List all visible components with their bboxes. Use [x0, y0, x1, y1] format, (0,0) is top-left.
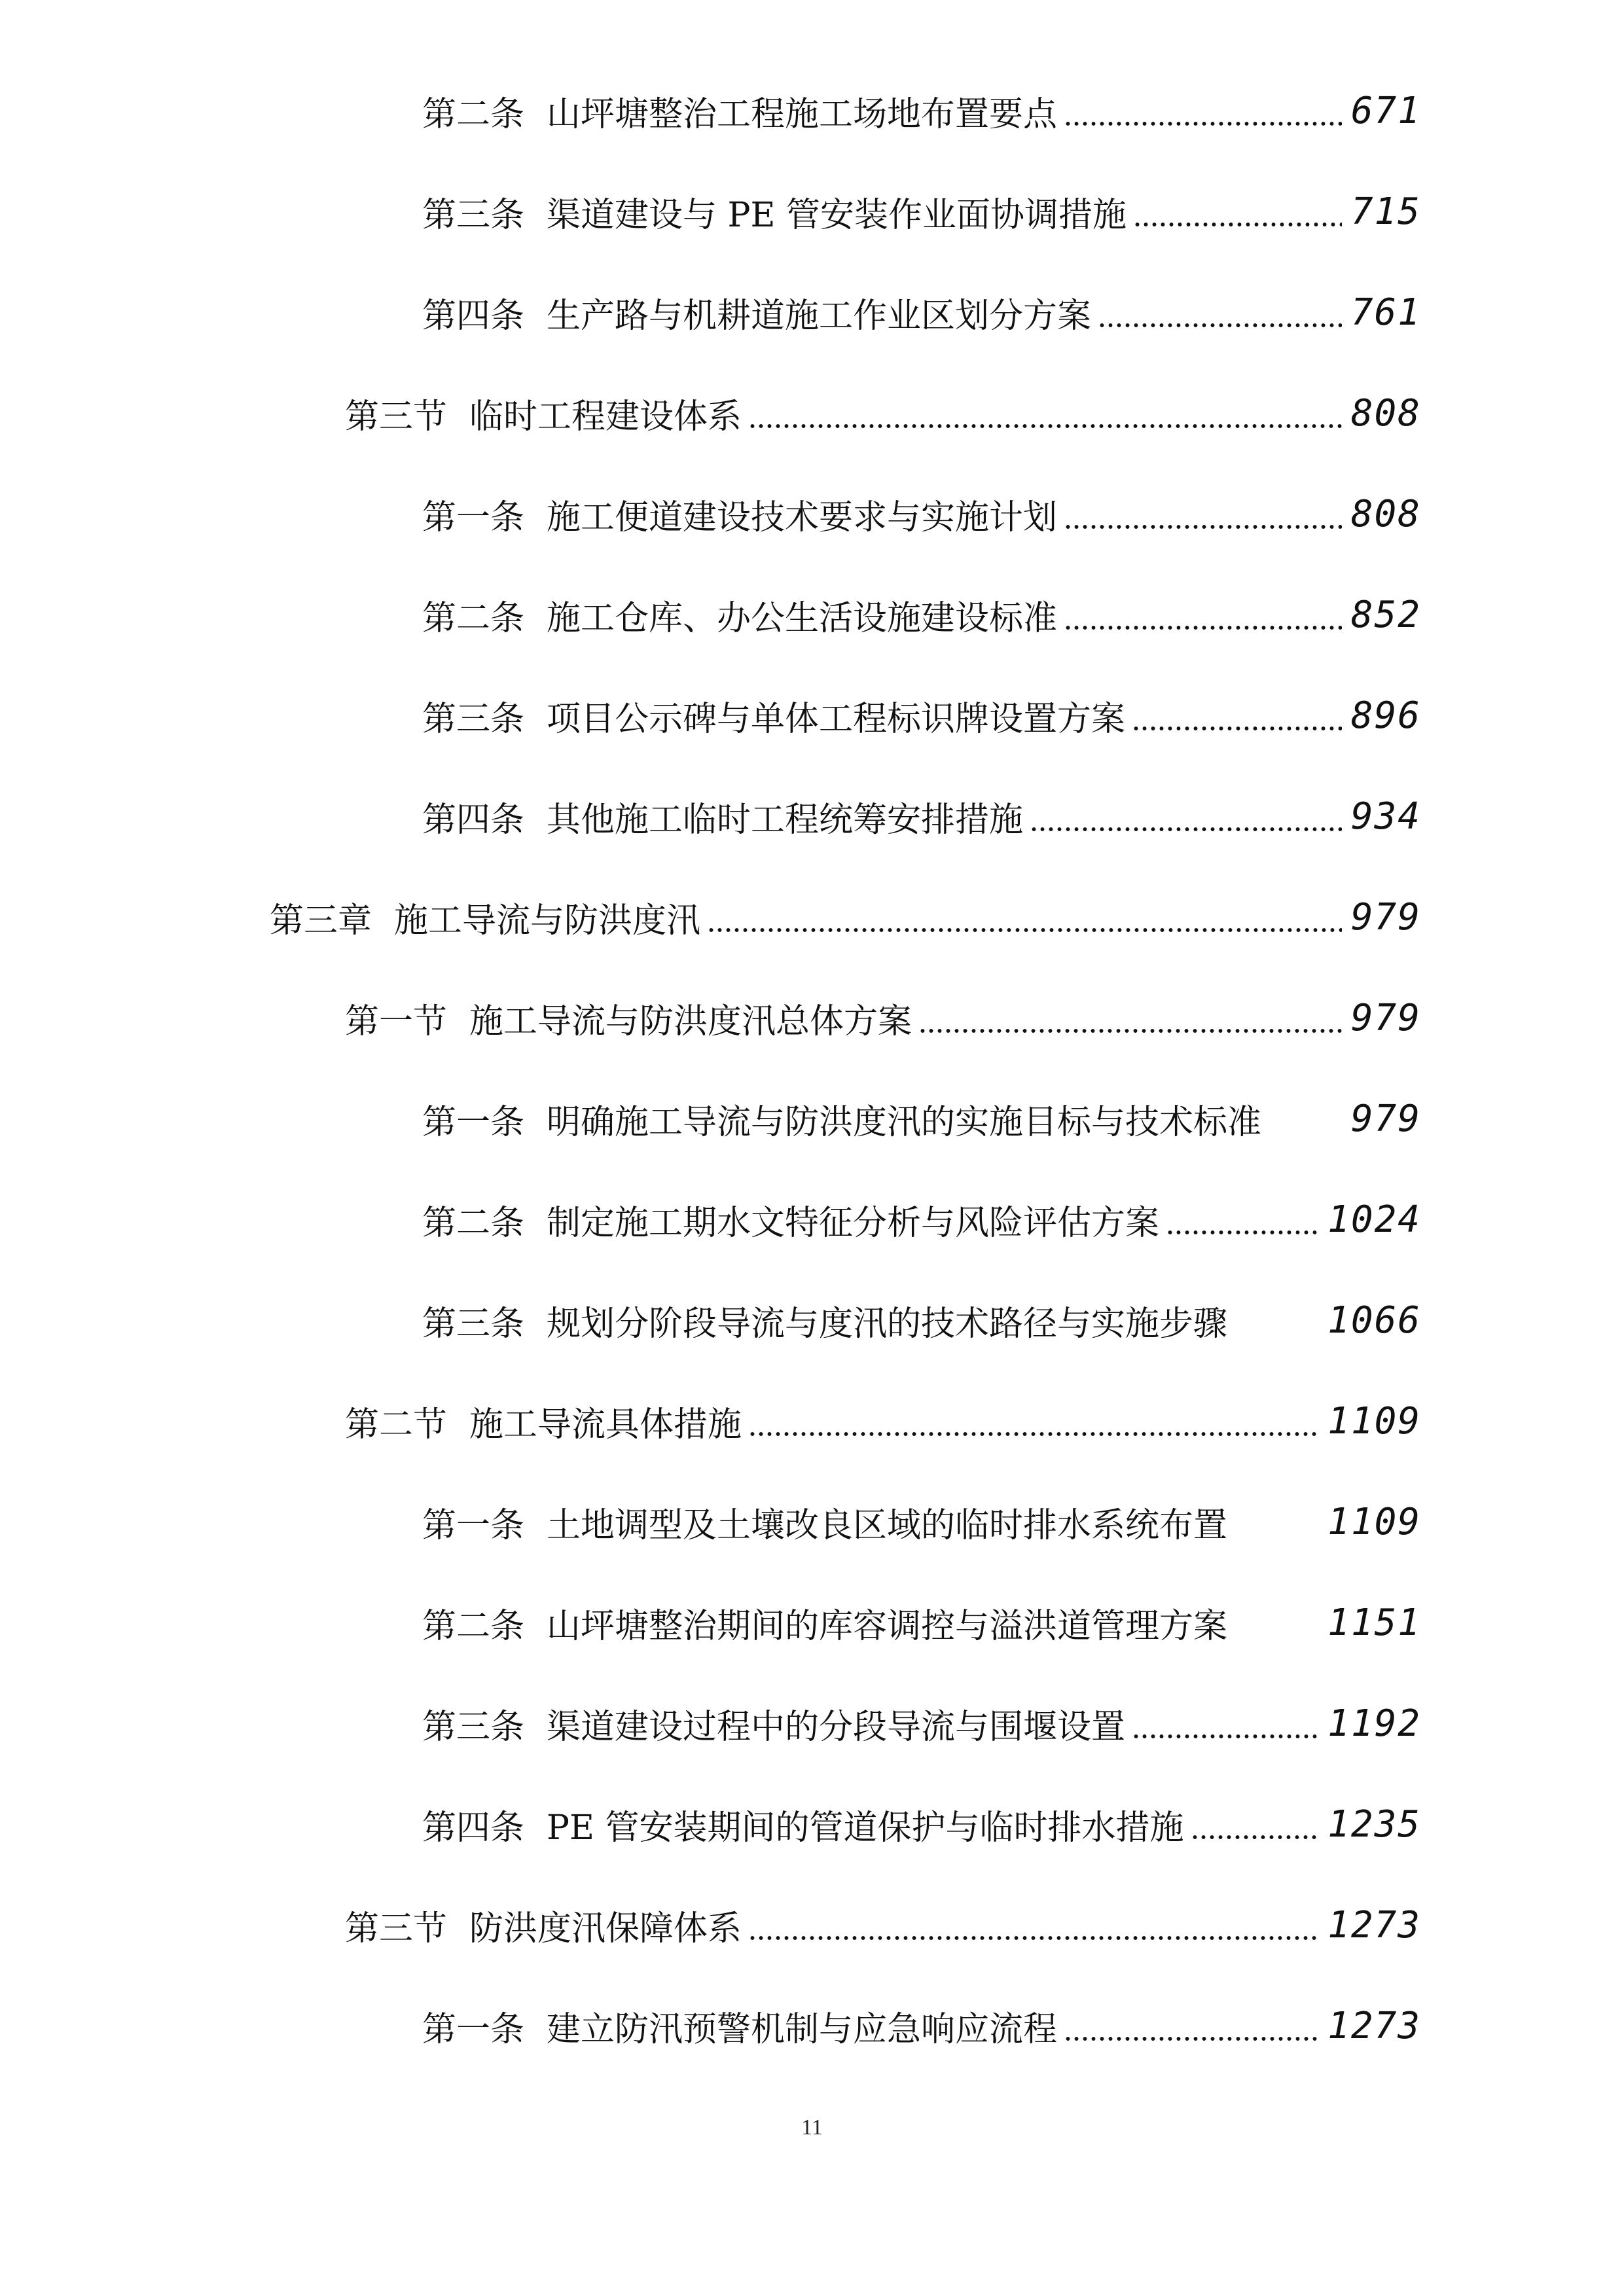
dot-leader	[1064, 2034, 1318, 2043]
toc-entry-label: 第二节	[345, 1405, 448, 1444]
toc-entry-page-number: 808	[1350, 492, 1421, 535]
toc-entry-label: 第二条	[422, 598, 525, 638]
toc-entry-label: 第三章	[270, 901, 372, 941]
toc-entry-page-number: 1024	[1327, 1198, 1421, 1241]
toc-entry[interactable]	[0, 1471, 1624, 1572]
toc-entry-title: 防洪度汛保障体系	[469, 1909, 742, 1948]
toc-entry[interactable]	[0, 564, 1624, 665]
toc-entry-page-number: 1273	[1327, 1903, 1421, 1946]
dot-leader	[1132, 1732, 1318, 1741]
toc-entry-page-number: 1109	[1327, 1500, 1421, 1543]
toc-entry-label: 第二条	[422, 1606, 525, 1646]
toc-entry[interactable]	[0, 1673, 1624, 1774]
toc-entry-label: 第四条	[422, 800, 525, 840]
dot-leader	[1132, 724, 1342, 733]
dot-leader	[1133, 220, 1342, 229]
toc-entry-page-number: 671	[1350, 89, 1421, 132]
toc-entry[interactable]	[0, 1572, 1624, 1673]
toc-entry[interactable]	[0, 463, 1624, 564]
table-of-contents	[0, 60, 1624, 2076]
toc-entry-page-number: 1066	[1327, 1299, 1421, 1342]
toc-entry-label: 第一条	[422, 1102, 525, 1142]
toc-entry-label: 第二条	[422, 1203, 525, 1243]
toc-entry-title: 明确施工导流与防洪度汛的实施目标与技术标准	[547, 1102, 1262, 1142]
toc-entry-label: 第四条	[422, 296, 525, 336]
toc-entry-title: PE 管安装期间的管道保护与临时排水措施	[547, 1808, 1184, 1848]
toc-entry[interactable]	[0, 766, 1624, 867]
dot-leader	[918, 1026, 1342, 1035]
toc-entry-page-number: 896	[1350, 694, 1421, 737]
dot-leader	[1064, 522, 1342, 531]
toc-entry-label: 第三节	[345, 397, 448, 437]
page-number: 11	[801, 2115, 823, 2140]
toc-entry-label: 第三条	[422, 699, 525, 739]
toc-entry-page-number: 761	[1350, 291, 1421, 334]
toc-entry-title: 规划分阶段导流与度汛的技术路径与实施步骤	[547, 1304, 1228, 1344]
toc-entry-title: 生产路与机耕道施工作业区划分方案	[547, 296, 1092, 336]
toc-entry-page-number: 934	[1350, 795, 1421, 838]
toc-entry[interactable]	[0, 1975, 1624, 2076]
toc-entry-title: 临时工程建设体系	[469, 397, 742, 437]
toc-entry-page-number: 1109	[1327, 1399, 1421, 1443]
toc-entry-title: 施工便道建设技术要求与实施计划	[547, 497, 1058, 537]
toc-entry-title: 渠道建设过程中的分段导流与围堰设置	[547, 1707, 1126, 1747]
toc-entry[interactable]	[0, 1774, 1624, 1874]
toc-entry[interactable]	[0, 665, 1624, 766]
toc-entry-title: 山坪塘整治期间的库容调控与溢洪道管理方案	[547, 1606, 1228, 1646]
toc-entry-label: 第一条	[422, 497, 525, 537]
toc-entry-page-number: 979	[1350, 1097, 1421, 1140]
dot-leader	[1166, 1228, 1318, 1237]
dot-leader	[748, 1933, 1318, 1943]
toc-entry[interactable]	[0, 967, 1624, 1068]
toc-entry-page-number: 808	[1350, 391, 1421, 435]
toc-entry-page-number: 1151	[1327, 1601, 1421, 1644]
toc-entry-label: 第一条	[422, 2009, 525, 2049]
dot-leader	[1064, 119, 1342, 128]
toc-entry-label: 第一条	[422, 1505, 525, 1545]
dot-leader	[707, 925, 1342, 935]
toc-entry[interactable]	[0, 1169, 1624, 1270]
toc-entry[interactable]	[0, 262, 1624, 363]
toc-entry-label: 第二条	[422, 94, 525, 134]
toc-entry-label: 第四条	[422, 1808, 525, 1848]
dot-leader	[1098, 321, 1342, 330]
toc-entry[interactable]	[0, 363, 1624, 463]
toc-entry-title: 制定施工期水文特征分析与风险评估方案	[547, 1203, 1160, 1243]
dot-leader	[1030, 825, 1342, 834]
toc-entry-title: 渠道建设与 PE 管安装作业面协调措施	[547, 195, 1127, 235]
toc-entry[interactable]	[0, 161, 1624, 262]
toc-entry-label: 第一节	[345, 1001, 448, 1041]
dot-leader	[1064, 623, 1342, 632]
dot-leader	[1191, 1833, 1319, 1842]
toc-entry-page-number: 1273	[1327, 2004, 1421, 2047]
toc-entry[interactable]	[0, 1068, 1624, 1169]
toc-entry-title: 施工导流与防洪度汛	[394, 901, 701, 941]
toc-entry-title: 施工导流与防洪度汛总体方案	[469, 1001, 912, 1041]
toc-entry[interactable]	[0, 867, 1624, 967]
dot-leader	[748, 1429, 1318, 1439]
toc-entry-label: 第三条	[422, 1304, 525, 1344]
toc-entry-page-number: 1235	[1327, 1803, 1421, 1846]
toc-entry-title: 其他施工临时工程统筹安排措施	[547, 800, 1024, 840]
toc-entry[interactable]	[0, 1371, 1624, 1471]
toc-entry[interactable]	[0, 1874, 1624, 1975]
toc-entry[interactable]	[0, 60, 1624, 161]
toc-entry-page-number: 979	[1350, 895, 1421, 939]
toc-entry-label: 第三条	[422, 1707, 525, 1747]
toc-entry-title: 施工导流具体措施	[469, 1405, 742, 1444]
toc-entry-page-number: 1192	[1327, 1702, 1421, 1745]
toc-entry-title: 山坪塘整治工程施工场地布置要点	[547, 94, 1058, 134]
toc-entry-title: 土地调型及土壤改良区域的临时排水系统布置	[547, 1505, 1228, 1545]
toc-entry-page-number: 852	[1350, 593, 1421, 636]
toc-entry-title: 项目公示碑与单体工程标识牌设置方案	[547, 699, 1126, 739]
dot-leader	[748, 422, 1342, 431]
toc-entry-label: 第三条	[422, 195, 525, 235]
toc-entry-page-number: 715	[1350, 190, 1421, 233]
toc-entry-page-number: 979	[1350, 996, 1421, 1039]
toc-entry-label: 第三节	[345, 1909, 448, 1948]
toc-entry-title: 施工仓库、办公生活设施建设标准	[547, 598, 1058, 638]
toc-entry[interactable]	[0, 1270, 1624, 1371]
toc-entry-title: 建立防汛预警机制与应急响应流程	[547, 2009, 1058, 2049]
